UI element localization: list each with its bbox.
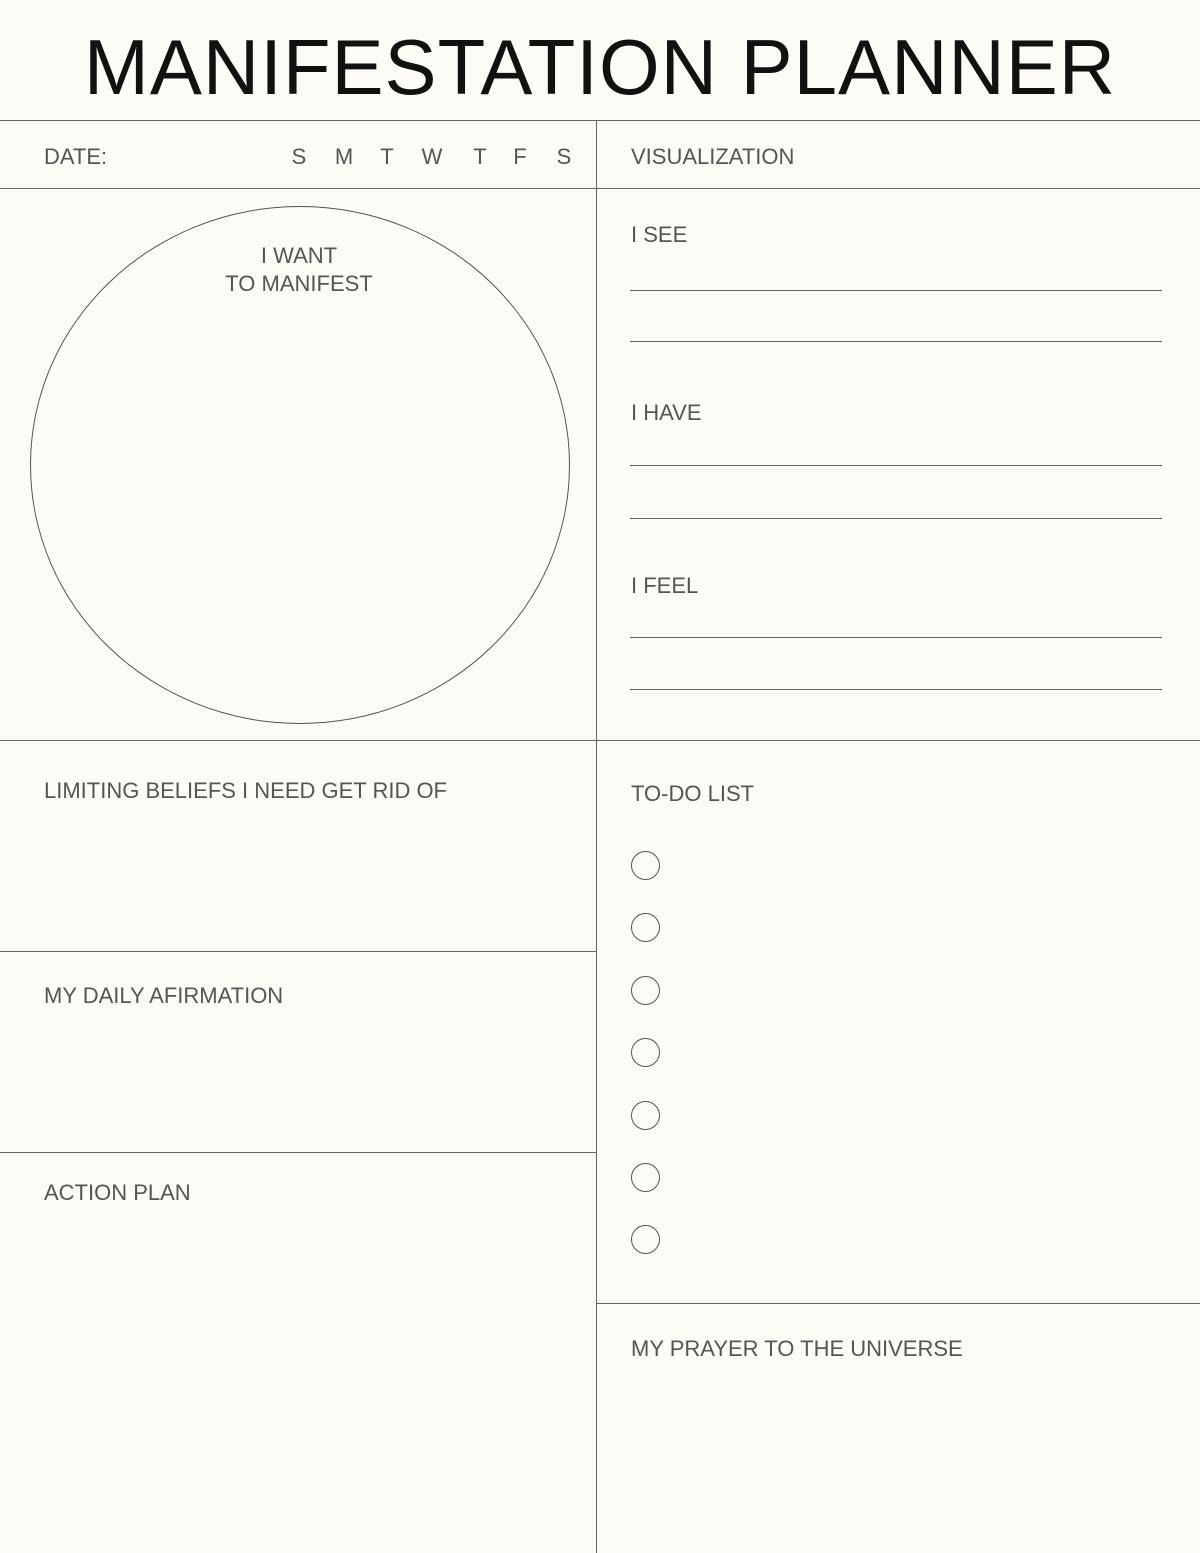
i-have-line-1[interactable] — [630, 465, 1162, 466]
i-feel-label: I FEEL — [631, 573, 699, 598]
divider-beliefs-bottom — [0, 951, 597, 952]
weekday-sunday[interactable]: S — [291, 144, 307, 169]
todo-checkbox-5[interactable] — [631, 1101, 660, 1130]
divider-vertical — [596, 120, 597, 1553]
todo-checkbox-7[interactable] — [631, 1225, 660, 1254]
todo-heading: TO-DO LIST — [631, 781, 755, 806]
i-have-label: I HAVE — [631, 400, 702, 425]
manifest-label-line2: TO MANIFEST — [225, 271, 373, 296]
todo-checkbox-3[interactable] — [631, 976, 660, 1005]
divider-header-bottom — [0, 188, 1200, 189]
manifest-label — [0, 242, 598, 298]
action-plan-heading: ACTION PLAN — [44, 1180, 191, 1205]
weekday-tuesday[interactable]: T — [380, 144, 394, 169]
todo-checkbox-2[interactable] — [631, 913, 660, 942]
i-have-line-2[interactable] — [630, 518, 1162, 519]
prayer-heading: MY PRAYER TO THE UNIVERSE — [631, 1336, 963, 1361]
weekday-friday[interactable]: F — [513, 144, 527, 169]
weekday-saturday[interactable]: S — [556, 144, 572, 169]
divider-todo-bottom — [597, 1303, 1200, 1304]
manifest-label-line1: I WANT — [260, 243, 338, 268]
weekday-thursday[interactable]: T — [473, 144, 487, 169]
divider-top — [0, 120, 1200, 121]
i-see-label: I SEE — [631, 222, 688, 247]
limiting-beliefs-heading: LIMITING BELIEFS I NEED GET RID OF — [44, 778, 447, 803]
weekday-wednesday[interactable]: W — [421, 144, 443, 169]
i-see-line-2[interactable] — [630, 341, 1162, 342]
todo-checkbox-4[interactable] — [631, 1038, 660, 1067]
daily-affirmation-heading: MY DAILY AFIRMATION — [44, 983, 284, 1008]
visualization-heading: VISUALIZATION — [631, 144, 795, 169]
divider-affirmation-bottom — [0, 1152, 597, 1153]
divider-middle — [0, 740, 1200, 741]
weekday-monday[interactable]: M — [334, 144, 354, 169]
i-feel-line-1[interactable] — [630, 637, 1162, 638]
i-feel-line-2[interactable] — [630, 689, 1162, 690]
todo-checkbox-6[interactable] — [631, 1163, 660, 1192]
date-label: DATE: — [44, 144, 108, 169]
i-see-line-1[interactable] — [630, 290, 1162, 291]
todo-checkbox-1[interactable] — [631, 851, 660, 880]
page-title: MANIFESTATION PLANNER — [83, 23, 1117, 111]
